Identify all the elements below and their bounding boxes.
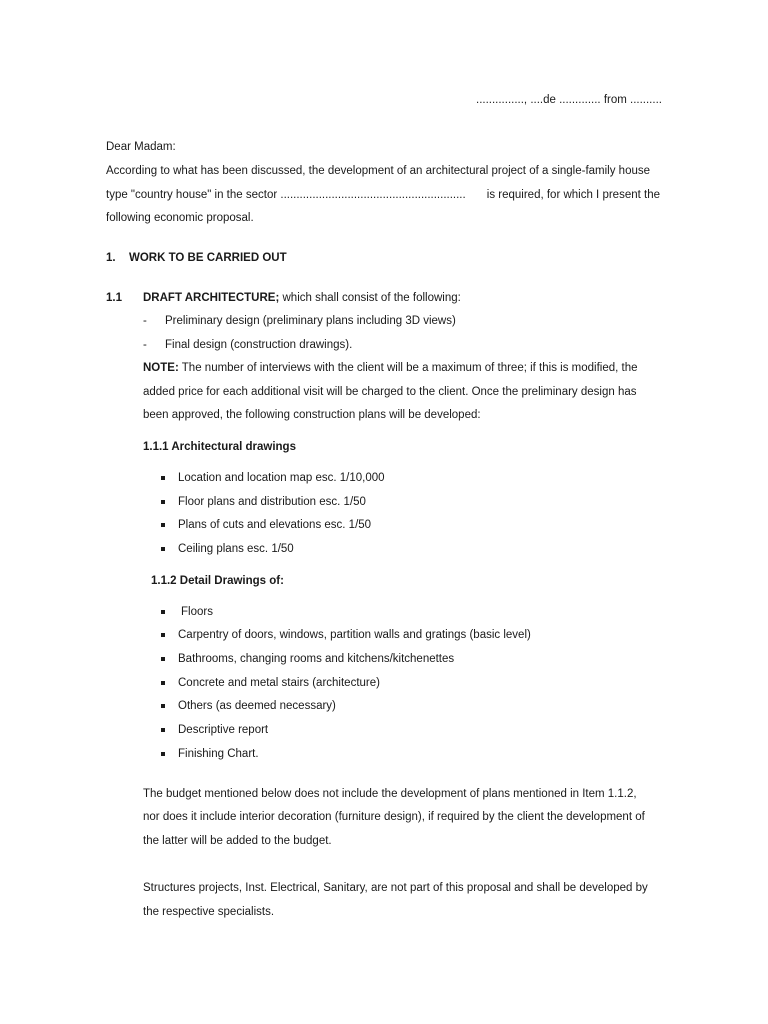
section-1-1-title-rest: which shall consist of the following: <box>282 292 461 304</box>
square-bullet-icon <box>161 657 165 661</box>
square-bullet-icon <box>161 523 165 527</box>
section-1-1-number: 1.1 <box>106 292 122 304</box>
section-1-1-1-title: 1.1.1 Architectural drawings <box>143 441 296 453</box>
arch-drawing-item: Location and location map esc. 1/10,000 <box>178 472 385 484</box>
budget-line-2 <box>143 810 660 824</box>
note-line-1 <box>143 361 660 375</box>
structures-line-2: the respective specialists. <box>143 906 275 918</box>
note-line-2 <box>143 385 660 399</box>
detail-drawing-item: Bathrooms, changing rooms and kitchens/kitchenettes <box>178 653 455 665</box>
detail-drawing-item: Carpentry of doors, windows, partition walls and gratings (basic level) <box>178 629 531 641</box>
budget-line-2-text: nor does it include interior decoration (furniture design), if required by the client the development of <box>143 811 645 823</box>
section-1-number: 1. <box>106 252 116 264</box>
intro-line-2 <box>106 188 660 202</box>
note-line-2-text: added price for each additional visit will be charged to the client. Once the preliminary design has <box>143 386 637 398</box>
note-line-1-content <box>143 361 638 375</box>
note-label: NOTE: <box>143 362 179 374</box>
square-bullet-icon <box>161 681 165 685</box>
arch-drawing-item: Plans of cuts and elevations esc. 1/50 <box>178 519 372 531</box>
section-1-1-heading <box>143 291 461 305</box>
square-bullet-icon <box>161 476 165 480</box>
budget-line-1 <box>143 787 660 801</box>
detail-drawing-item: Finishing Chart. <box>178 748 259 760</box>
structures-line-1 <box>143 881 660 895</box>
intro-line-1-text: According to what has been discussed, the development of an architectural project of a single-family house <box>106 165 651 177</box>
square-bullet-icon <box>161 704 165 708</box>
budget-line-1-text: The budget mentioned below does not include the development of plans mentioned in Item 1.1.2, <box>143 788 637 800</box>
note-line-3: been approved, the following construction plans will be developed: <box>143 409 481 421</box>
detail-drawing-item: Floors <box>181 606 213 618</box>
note-text: The number of interviews with the client will be a maximum of three; if this is modified, the <box>181 362 638 374</box>
section-1-1-2-title: 1.1.2 Detail Drawings of: <box>151 575 284 587</box>
square-bullet-icon <box>161 728 165 732</box>
square-bullet-icon <box>161 633 165 637</box>
square-bullet-icon <box>161 752 165 756</box>
date-line: ..............., ....de ............. from .......... <box>476 94 662 106</box>
square-bullet-icon <box>161 547 165 551</box>
section-1-1-title: DRAFT ARCHITECTURE; <box>143 292 280 304</box>
detail-drawing-item: Others (as deemed necessary) <box>178 700 336 712</box>
structures-line-1-text: Structures projects, Inst. Electrical, Sanitary, are not part of this proposal and shall be developed by <box>143 882 648 894</box>
detail-drawing-item: Concrete and metal stairs (architecture) <box>178 677 380 689</box>
arch-drawing-item: Ceiling plans esc. 1/50 <box>178 543 294 555</box>
dash-bullet-icon: - <box>143 339 147 351</box>
intro-line-2-end: is required, for which I present the <box>486 189 660 201</box>
draft-item-2: Final design (construction drawings). <box>165 339 353 351</box>
intro-line-1 <box>106 164 660 178</box>
square-bullet-icon <box>161 500 165 504</box>
draft-item-1: Preliminary design (preliminary plans including 3D views) <box>165 315 456 327</box>
square-bullet-icon <box>161 610 165 614</box>
arch-drawing-item: Floor plans and distribution esc. 1/50 <box>178 496 366 508</box>
salutation: Dear Madam: <box>106 141 176 153</box>
intro-line-3: following economic proposal. <box>106 212 254 224</box>
section-1-title: WORK TO BE CARRIED OUT <box>129 252 287 264</box>
intro-line-2-start: type "country house" in the sector .......................................................... <box>106 189 466 201</box>
budget-line-3: the latter will be added to the budget. <box>143 835 332 847</box>
detail-drawing-item: Descriptive report <box>178 724 269 736</box>
dash-bullet-icon: - <box>143 315 147 327</box>
